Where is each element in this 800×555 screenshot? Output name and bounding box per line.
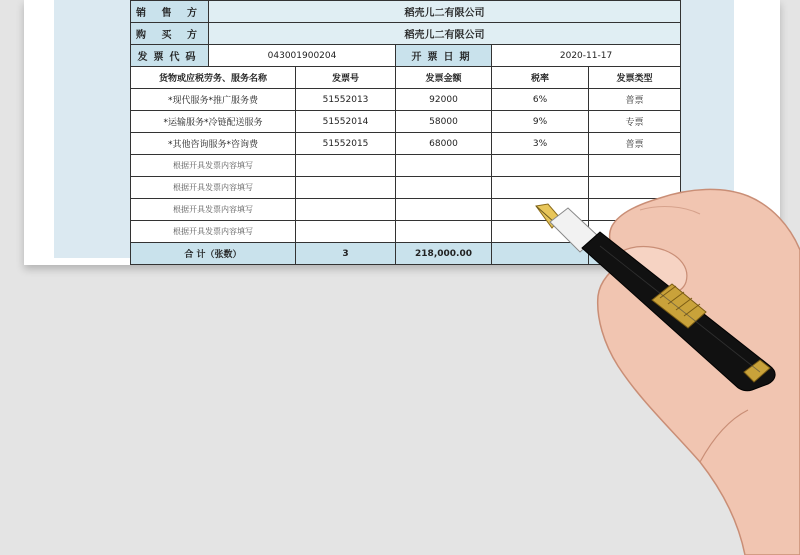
invoice-date-label: 开票日期 [396, 45, 492, 67]
item-rate-cell[interactable]: 3% [492, 133, 589, 155]
item-number-cell[interactable]: 51552015 [296, 133, 396, 155]
column-header-rate: 税率 [492, 67, 589, 89]
item-type-cell[interactable]: 普票 [589, 89, 681, 111]
item-amount-cell[interactable]: 58000 [396, 111, 492, 133]
item-name-cell[interactable]: 根据开具发票内容填写 [131, 221, 296, 243]
total-label: 合 计（张数） [131, 243, 296, 265]
item-name-cell[interactable]: 根据开具发票内容填写 [131, 155, 296, 177]
column-header-amount: 发票金额 [396, 67, 492, 89]
column-header-name: 货物或应税劳务、服务名称 [131, 67, 296, 89]
item-rate-cell[interactable]: 9% [492, 111, 589, 133]
invoice-code-label: 发票代码 [131, 45, 209, 67]
seller-value[interactable]: 稻壳儿二有限公司 [209, 1, 681, 23]
column-header-type: 发票类型 [589, 67, 681, 89]
total-count: 3 [296, 243, 396, 265]
item-type-cell[interactable]: 普票 [589, 133, 681, 155]
invoice-date-value[interactable]: 2020-11-17 [492, 45, 681, 67]
total-amount: 218,000.00 [396, 243, 492, 265]
item-name-cell[interactable]: 根据开具发票内容填写 [131, 177, 296, 199]
item-amount-cell[interactable]: 92000 [396, 89, 492, 111]
buyer-value[interactable]: 稻壳儿二有限公司 [209, 23, 681, 45]
item-amount-cell[interactable]: 68000 [396, 133, 492, 155]
item-name-cell[interactable]: *现代服务*推广服务费 [131, 89, 296, 111]
column-header-number: 发票号 [296, 67, 396, 89]
item-name-cell[interactable]: *其他咨询服务*咨询费 [131, 133, 296, 155]
item-number-cell[interactable]: 51552013 [296, 89, 396, 111]
item-type-cell[interactable]: 专票 [589, 111, 681, 133]
seller-label: 销 售 方 [131, 1, 209, 23]
item-rate-cell[interactable]: 6% [492, 89, 589, 111]
item-name-cell[interactable]: *运输服务*冷链配送服务 [131, 111, 296, 133]
item-number-cell[interactable]: 51552014 [296, 111, 396, 133]
item-name-cell[interactable]: 根据开具发票内容填写 [131, 199, 296, 221]
buyer-label: 购 买 方 [131, 23, 209, 45]
invoice-code-value[interactable]: 043001900204 [209, 45, 396, 67]
